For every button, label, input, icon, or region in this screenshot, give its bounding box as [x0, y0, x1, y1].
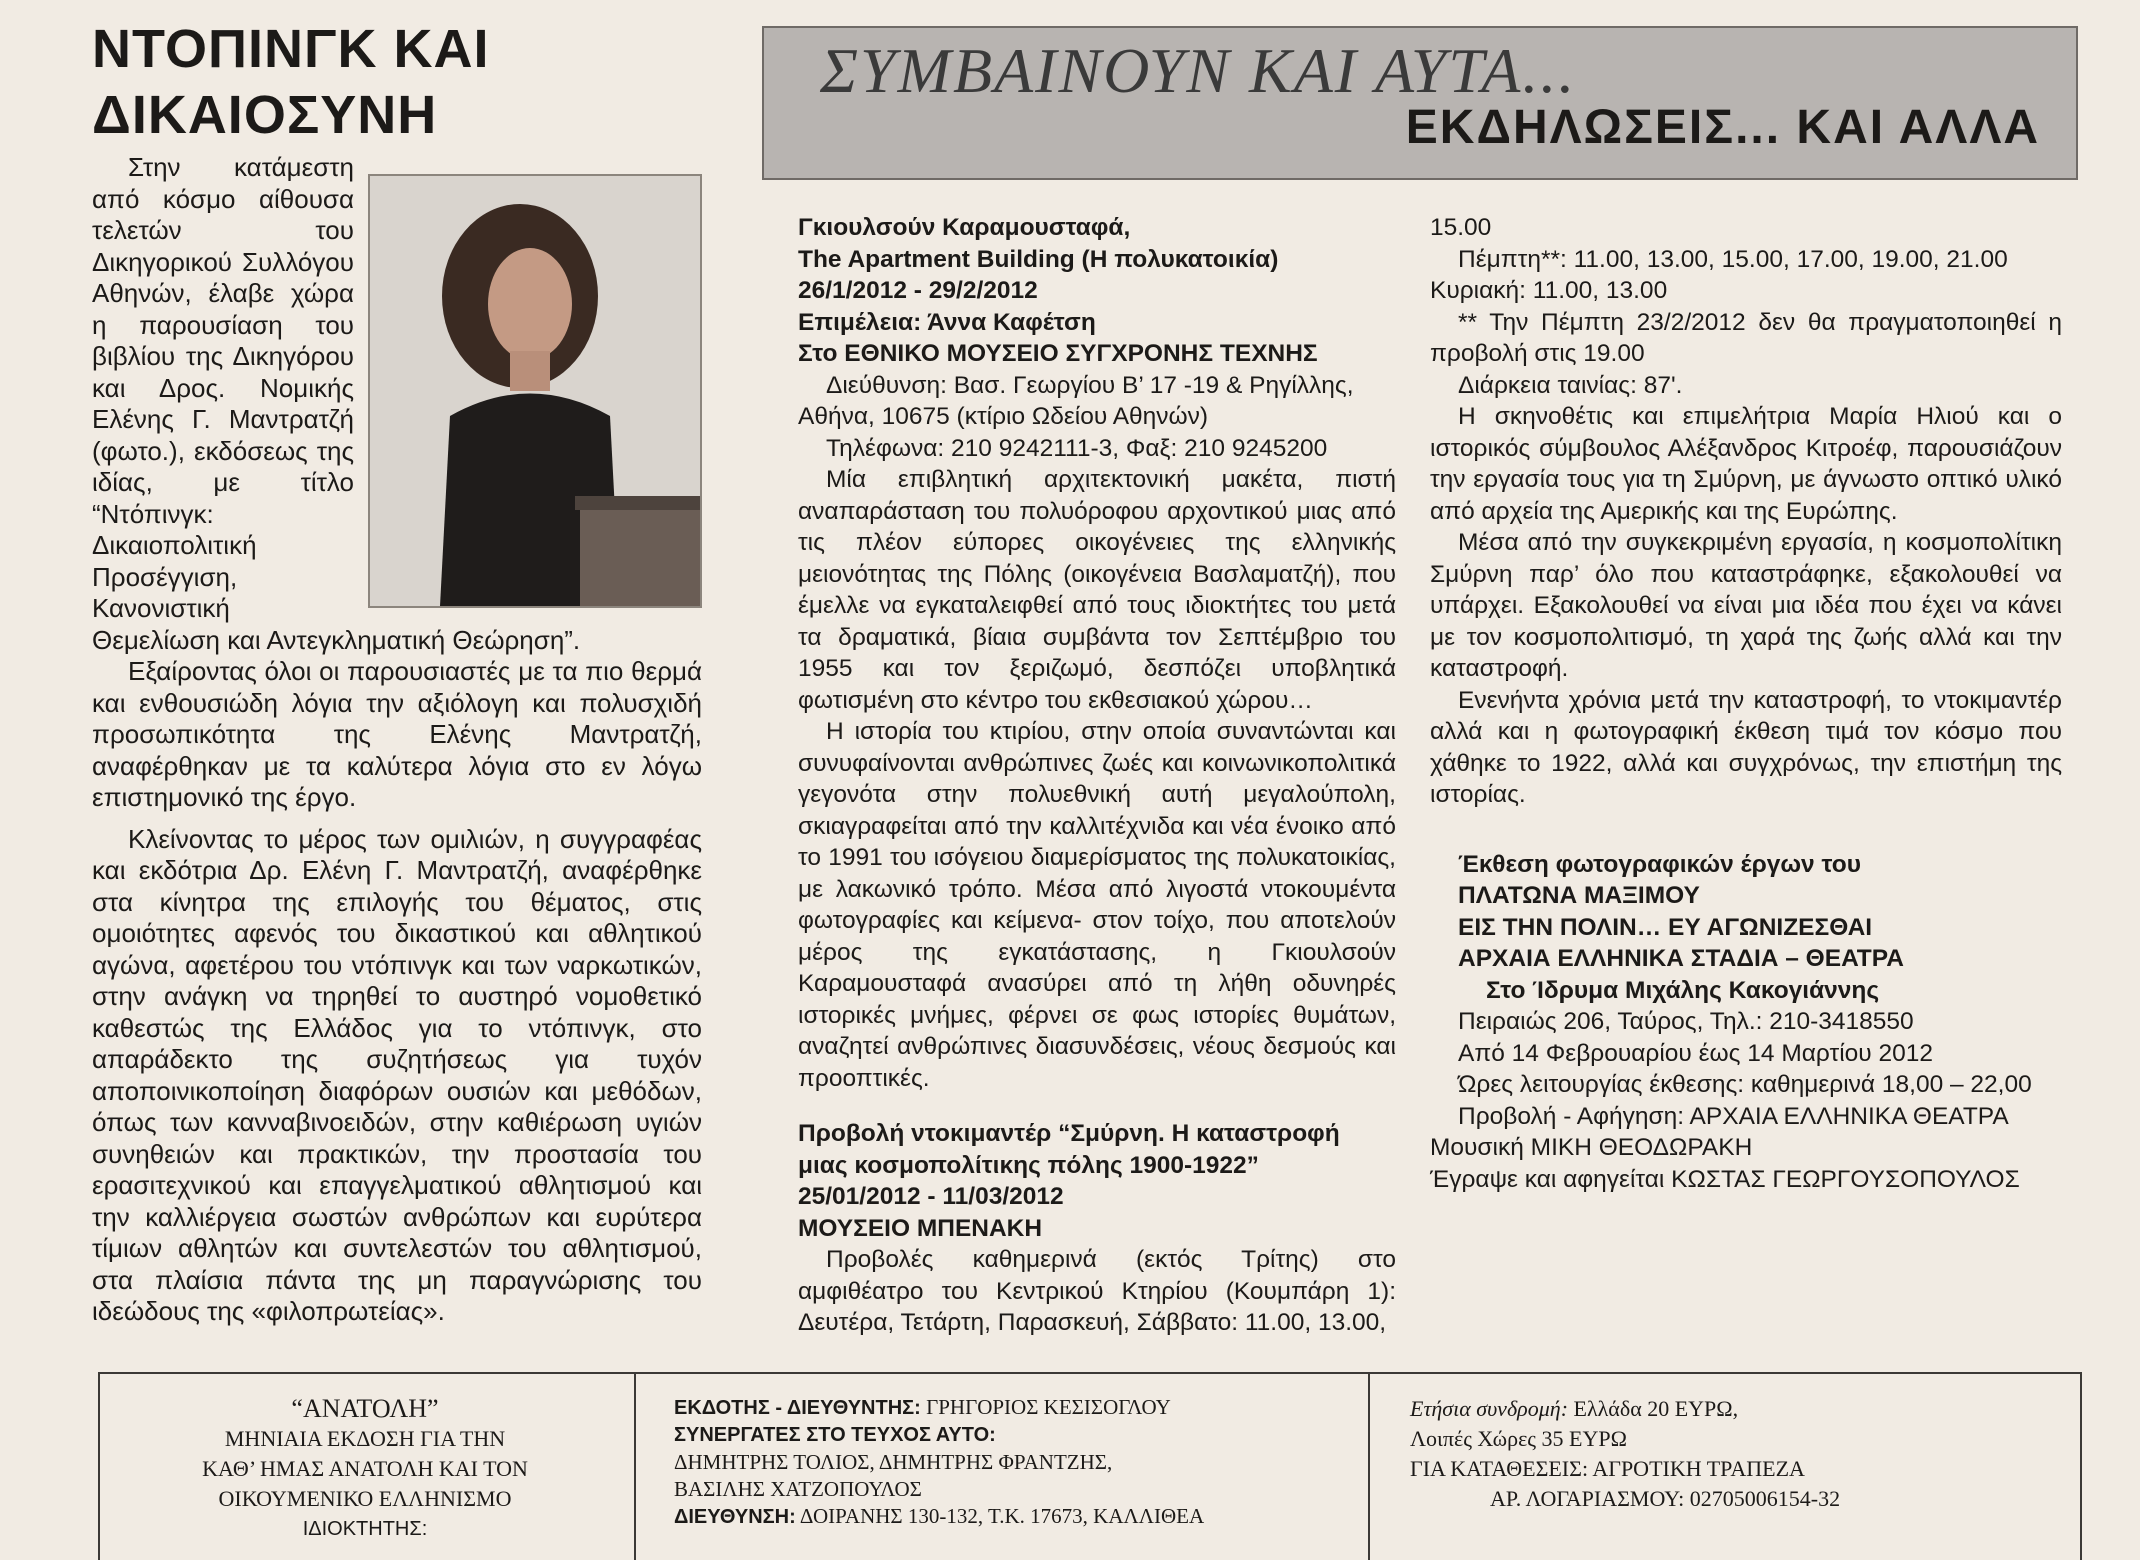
screening-line: 15.00 — [1430, 214, 1492, 241]
right-column — [1430, 212, 2062, 1195]
left-paragraph: Κλείνοντας το μέρος των ομιλιών, η συγγραφέας και εκδότρια Δρ. Ελένη Γ. Μαντρατζή, αναφέρθηκε στα κίνητρα της επιλογής του θέματος, στις ομοιότητες αφενός του δικαστικού και αθλητικού αγώνα, αφετέρου του ντόπινγκ και των ναρκωτικών, στην ανάγκη να τηρηθεί το αυστηρό νομοθετικό καθεστώς της Ελλάδος για το ντόπινγκ, στο απαράδεκτο της συζητήσεως για τυχόν αποποινικοποίηση διαφόρων ουσιών και μεθόδων, όπως των κανναβινοειδών, στην καθιέρωση υγιών συνηθειών και πρακτικών, την προστασία του ερασιτεχνικού και επαγγελματικού αθλητισμού και την καλλιέργεια σωστών ανθρώπων και ευρύτερα τίμιων αθλητών και συντελεστών του αθλητισμού, στα πλαίσια πάντα της μη παραγνώρισης του ιδεώδους της «φιλοπρωτείας». — [92, 823, 702, 1326]
publisher-name: ΓΡΗΓΟΡΙΟΣ ΚΕΣΙΣΟΓΛΟΥ — [926, 1395, 1171, 1419]
event-venue: Στο Ίδρυμα Μιχάλης Κακογιάννης — [1486, 976, 1880, 1004]
event-detail: Έγραψε και αφηγείται ΚΩΣΤΑΣ ΓΕΩΡΓΟΥΣΟΠΟΥΛΟΣ — [1430, 1165, 2020, 1193]
deposit-info: ΓΙΑ ΚΑΤΑΘΕΣΕΙΣ: ΑΓΡΟΤΙΚΗ ΤΡΑΠΕΖΑ — [1410, 1456, 1805, 1481]
collaborators: ΔΗΜΗΤΡΗΣ ΤΟΛΙΟΣ, ΔΗΜΗΤΡΗΣ ΦΡΑΝΤΖΗΣ, — [674, 1450, 1113, 1474]
event-curator: Επιμέλεια: Άννα Καφέτση — [798, 308, 1096, 336]
event-paragraph: Μέσα από την συγκεκριμένη εργασία, η κοσμοπολίτικη Σμύρνη παρ’ όλο που καταστράφηκε, εξακολουθεί να υπάρχει. Εξακολουθεί να είναι μια ιδέα που έχει να κάνει με τον κοσμοπολιτισμό, τη χαρά της ζωής αλλά και την καταστροφή. — [1430, 529, 2062, 682]
film-duration: Διάρκεια ταινίας: 87'. — [1458, 371, 1683, 399]
event-heading: Έκθεση φωτογραφικών έργων του — [1458, 850, 1861, 878]
event-heading: Γκιουλσούν Καραμουσταφά, — [798, 214, 1131, 241]
event-heading: Προβολή ντοκιμαντέρ “Σμύρνη. Η καταστροφή μιας κοσμοπολίτικης πόλης 1900-1922” — [798, 1120, 1340, 1179]
publication-info — [140, 1394, 590, 1544]
event-paragraph: Ενενήντα χρόνια μετά την καταστροφή, το ντοκιμαντέρ αλλά και η φωτογραφική έκθεση τιμά τον κόσμο που χάθηκε το 1922, αλλά και συγχρόνως, την επιστήμη της ιστορίας. — [1430, 686, 2062, 808]
publication-description: ΜΗΝΙΑΙΑ ΕΚΔΟΣΗ ΓΙΑ ΤΗΝ — [224, 1426, 506, 1451]
left-paragraph: Εξαίροντας όλοι οι παρουσιαστές με τα πιο θερμά και ενθουσιώδη λόγια την αξιόλογη και πολυσχιδή προσωπικότητα της Ελένης Μαντρατζή, αναφέρθηκαν με τα καλύτερα λόγια στο εν λόγω επιστημονικό της έργο. — [92, 656, 702, 812]
event-heading: The Apartment Building (Η πολυκατοικία) — [798, 245, 1279, 273]
event-heading: ΕΙΣ ΤΗΝ ΠΟΛΙΝ… ΕΥ ΑΓΩΝΙΖΕΣΘΑΙ — [1458, 913, 1873, 941]
screening-line: Κυριακή: 11.00, 13.00 — [1430, 277, 1668, 304]
collaborators-label: ΣΥΝΕΡΓΑΤΕΣ ΣΤΟ ΤΕΥΧΟΣ ΑΥΤΟ: — [674, 1424, 996, 1446]
section-header-band — [762, 26, 2078, 180]
publisher-label: ΕΚΔΟΤΗΣ - ΔΙΕΥΘΥΝΤΗΣ: — [674, 1397, 921, 1419]
account-number: ΑΡ. ΛΟΓΑΡΙΑΣΜΟΥ: 02705006154-32 — [1490, 1486, 1841, 1511]
speaker-photo — [368, 174, 702, 608]
event-venue: ΜΟΥΣΕΙΟ ΜΠΕΝΑΚΗ — [798, 1214, 1043, 1242]
publication-name: “ΑΝΑΤΟΛΗ” — [291, 1394, 439, 1423]
screening-note: ** Την Πέμπτη 23/2/2012 δεν θα πραγματοποιηθεί η προβολή στις 19.00 — [1430, 308, 2062, 367]
event-phone: Τηλέφωνα: 210 9242111-3, Φαξ: 210 9245200 — [826, 434, 1328, 462]
address: ΔΟΙΡΑΝΗΣ 130-132, Τ.Κ. 17673, ΚΑΛΛΙΘΕΑ — [799, 1504, 1205, 1528]
event-venue: Στο ΕΘΝΙΚΟ ΜΟΥΣΕΙΟ ΣΥΓΧΡΟΝΗΣ ΤΕΧΝΗΣ — [798, 340, 1318, 367]
publication-description: ΟΙΚΟΥΜΕΝΙΚΟ ΕΛΛΗΝΙΣΜΟ — [218, 1486, 512, 1511]
subscription-greece: Ελλάδα 20 ΕΥΡΩ, — [1573, 1396, 1739, 1421]
footer-divider — [634, 1374, 636, 1560]
event-heading: ΑΡΧΑΙΑ ΕΛΛΗΝΙΚΑ ΣΤΑΔΙΑ – ΘΕΑΤΡΑ — [1458, 945, 1904, 972]
left-paragraph: Στην κατάμεστη από κόσμο αίθουσα τελετών του Δικηγορικού Συλλόγου Αθηνών, έλαβε χώρα η παρουσίαση του βιβλίου της Δικηγόρου και Δρος. Νομικής Ελένης Γ. Μαντρατζή (φωτο.), εκδόσεως της ιδίας, με τίτλο “Ντόπινγκ: Δικαιοπολιτική Προσέγγιση, Κανονιστική Θεμελίωση και Αντεγκληματική Θεώρηση”. — [92, 152, 581, 655]
speaker-photo-illustration — [370, 176, 700, 606]
publication-description: ΚΑΘ’ ΗΜΑΣ ΑΝΑΤΟΛΗ ΚΑΙ ΤΟΝ — [202, 1456, 528, 1481]
masthead-footer — [98, 1372, 2082, 1560]
left-article-body — [92, 152, 702, 1328]
event-detail: Μουσική ΜΙΚΗ ΘΕΟΔΩΡΑΚΗ — [1430, 1134, 1753, 1161]
event-hours: Ώρες λειτουργίας έκθεσης: καθημερινά 18,00 – 22,00 — [1458, 1071, 2032, 1098]
screening-line: Πέμπτη**: 11.00, 13.00, 15.00, 17.00, 19.00, 21.00 — [1458, 245, 2008, 273]
subscription-other: Λοιπές Χώρες 35 ΕΥΡΩ — [1410, 1426, 1627, 1451]
event-heading: ΠΛΑΤΩΝΑ ΜΑΞΙΜΟΥ — [1458, 882, 1700, 909]
section-title: ΣΥΜΒΑΙΝΟΥΝ ΚΑΙ ΑΥΤΑ... — [820, 35, 1577, 106]
left-article-title: ΝΤΟΠΙΝΓΚ ΚΑΙ ΔΙΚΑΙΟΣΥΝΗ — [92, 19, 490, 145]
event-detail: Προβολή - Αφήγηση: ΑΡΧΑΙΑ ΕΛΛΗΝΙΚΑ ΘΕΑΤΡΑ — [1458, 1102, 2009, 1130]
event-dates: Από 14 Φεβρουαρίου έως 14 Μαρτίου 2012 — [1458, 1039, 1933, 1067]
footer-divider — [1368, 1374, 1370, 1560]
event-paragraph: Η ιστορία του κτιρίου, στην οποία συναντώνται και συνυφαίνονται ανθρώπινες ζωές και κοινωνικοπολιτικά γεγονότα στην πολυεθνική αυτή μεγαλούπολη, σκιαγραφείται από την καλλιτέχνιδα και νέα ένοικο από το 1991 του ισόγειου διαμερίσματος της πολυκατοικίας, με λακωνικό τρόπο. Μέσα από λιγοστά ντοκουμέντα φωτογραφίες και κείμενα- στον τοίχο, που αποτελούν μέρος της εγκατάστασης, η Γκιουλσούν Καραμουσταφά ανασύρει από τη λήθη οδυνηρές ιστορικές μνήμες, φέρνει σε φως ιστορίες θυμάτων, αναζητεί ανθρώπινες διασυνδέσεις, νέους δεσμούς και προοπτικές. — [798, 718, 1396, 1092]
collaborators: ΒΑΣΙΛΗΣ ΧΑΤΖΟΠΟΥΛΟΣ — [674, 1477, 922, 1501]
address-label: ΔΙΕΥΘΥΝΣΗ: — [674, 1506, 796, 1528]
event-dates: 25/01/2012 - 11/03/2012 — [798, 1183, 1064, 1210]
event-dates: 26/1/2012 - 29/2/2012 — [798, 277, 1038, 304]
owner-label: ΙΔΙΟΚΤΗΤΗΣ: — [302, 1518, 428, 1540]
event-address: Διεύθυνση: Βασ. Γεωργίου Β’ 17 -19 & Ρηγίλλης, Αθήνα, 10675 (κτίριο Ωδείου Αθηνών) — [798, 371, 1354, 430]
subscription-info — [1410, 1394, 2030, 1514]
event-paragraph: Προβολές καθημερινά (εκτός Τρίτης) στο αμφιθέατρο του Κεντρικού Κτηρίου (Κουμπάρη 1): Δευτέρα, Τετάρτη, Παρασκευή, Σάββατο: 11.00, 13.00, — [798, 1246, 1396, 1336]
section-subtitle: ΕΚΔΗΛΩΣΕΙΣ... ΚΑΙ ΑΛΛΑ — [1405, 101, 2040, 154]
event-paragraph: Η σκηνοθέτις και επιμελήτρια Μαρία Ηλιού και ο ιστορικός σύμβουλος Αλέξανδρος Κιτροέφ, παρουσιάζουν την εργασία τους για τη Σμύρνη, με άγνωστο οπτικό υλικό από αρχεία της Αμερικής και της Ευρώπης. — [1430, 403, 2062, 525]
subscription-label: Ετήσια συνδρομή: — [1410, 1396, 1569, 1421]
event-paragraph: Μία επιβλητική αρχιτεκτονική μακέτα, πιστή αναπαράσταση του πολυόροφου αρχοντικού μιας από τις πλέον εύπορες οικογένειες της ελληνικής μειονότητας της Πόλης (οικογένεια Βασλαματζή), που έμελλε να εγκαταλειφθεί από τους ιδιοκτήτες του μετά τα δραματικά, βίαια συμβάντα τον Σεπτέμβριο του 1955 και τον ξεριζωμό, δεσπόζει υποβλητικά φωτισμένη στο κέντρο του εκθεσιακού χώρου… — [798, 466, 1396, 714]
editorial-info — [674, 1394, 1314, 1531]
event-address: Πειραιώς 206, Ταύρος, Τηλ.: 210-3418550 — [1458, 1008, 1914, 1035]
middle-column — [798, 212, 1396, 1339]
